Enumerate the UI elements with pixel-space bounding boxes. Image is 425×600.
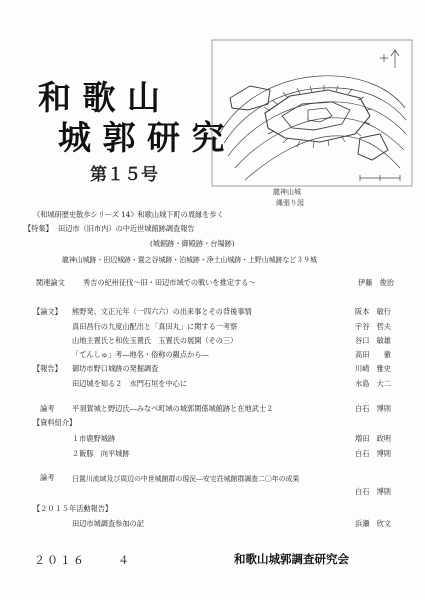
ronko-author: 白石 博則 bbox=[355, 404, 391, 413]
series-line: 《和城研歴史散歩シリーズ 14》和歌山城下町の周縁を歩く bbox=[33, 210, 224, 219]
reports-label: 【報告】 bbox=[33, 364, 62, 373]
special-title: 田辺市（旧市内）の中近世城館跡調査報告 bbox=[58, 224, 195, 233]
report-title: 田辺城を知る２ 水門石垣を中心に bbox=[72, 379, 188, 388]
related-author: 伊藤 俊治 bbox=[358, 278, 394, 287]
activity-title: 田辺市城調査参加の記 bbox=[72, 519, 144, 528]
paper-author: 宇谷 哲夫 bbox=[355, 322, 391, 331]
material-author: 増田 政明 bbox=[355, 434, 391, 443]
paper-title: 熊野発、文正元年（一四六六）の出来事とその背後事情 bbox=[72, 307, 252, 316]
report-author: 水島 大二 bbox=[355, 379, 391, 388]
report-author: 川崎 雅史 bbox=[355, 364, 391, 373]
special-subtitle: (城館跡・御殿跡・台場跡) bbox=[150, 239, 235, 248]
title-line-2: 城 郭 研 究 bbox=[58, 118, 225, 157]
map-caption-name: 龍神山城 bbox=[273, 188, 301, 196]
castle-map-drawing bbox=[210, 38, 415, 188]
report-title: 御坊市野口城跡の発掘調査 bbox=[72, 364, 159, 373]
related-title: 秀吉の紀州征伐～旧・田辺市域での戦いを推定する～ bbox=[83, 278, 256, 287]
paper-author: 高田 徹 bbox=[355, 350, 391, 359]
related-label: 関連論文 bbox=[36, 278, 65, 287]
material-author: 白石 博則 bbox=[355, 449, 391, 458]
paper-title: 山地主置氏と和佐玉置氏 玉置氏の展開（その三） bbox=[72, 336, 238, 345]
ronko-label: 論考 bbox=[40, 404, 55, 413]
paper-author: 谷口 敏雄 bbox=[355, 336, 391, 345]
ronko-title: 日置川流域及び周辺の中世城館群の現況―安宅荘城館群調査二〇年の成果 bbox=[72, 475, 300, 483]
issue-number: 第１５号 bbox=[90, 165, 158, 185]
material-title: １市鹿野城跡 bbox=[72, 434, 116, 443]
ronko-label: 論考 bbox=[40, 473, 55, 482]
paper-title: 真田昌行の九度山配出と「真田丸」に関する一考察 bbox=[72, 322, 238, 331]
ronko-title: 平須賀城と野辺氏―みなべ町域の城郭関係城館跡と在地武士２ bbox=[72, 404, 274, 413]
special-site-list: 龍神山城跡・田辺城跡・置之谷城跡・泊城跡・浄土山城跡・上野山城跡など３９城 bbox=[62, 256, 317, 264]
footer-publisher: 和歌山城郭調査研究会 bbox=[234, 552, 349, 566]
special-label: 【特集】 bbox=[24, 224, 53, 233]
footer-month: ４ bbox=[118, 554, 129, 567]
title-line-1: 和 歌 山 bbox=[38, 78, 160, 117]
ronko-author: 白石 博則 bbox=[355, 487, 391, 496]
materials-label: 【資料紹介】 bbox=[33, 418, 77, 427]
papers-label: 【論文】 bbox=[33, 307, 62, 316]
paper-title: 「てんしゅ」考―地名・俗称の観点から― bbox=[72, 350, 209, 359]
paper-author: 阪本 敏行 bbox=[355, 307, 391, 316]
activity-author: 浜瀬 欣文 bbox=[355, 519, 391, 528]
castle-map bbox=[210, 38, 415, 188]
material-title: ２飯豚 向平城跡 bbox=[72, 449, 130, 458]
activity-label: 【２０１５年活動報告】 bbox=[33, 504, 113, 513]
map-caption-label: 縄張り図 bbox=[276, 199, 304, 207]
footer-year: ２０１６ bbox=[34, 554, 86, 567]
